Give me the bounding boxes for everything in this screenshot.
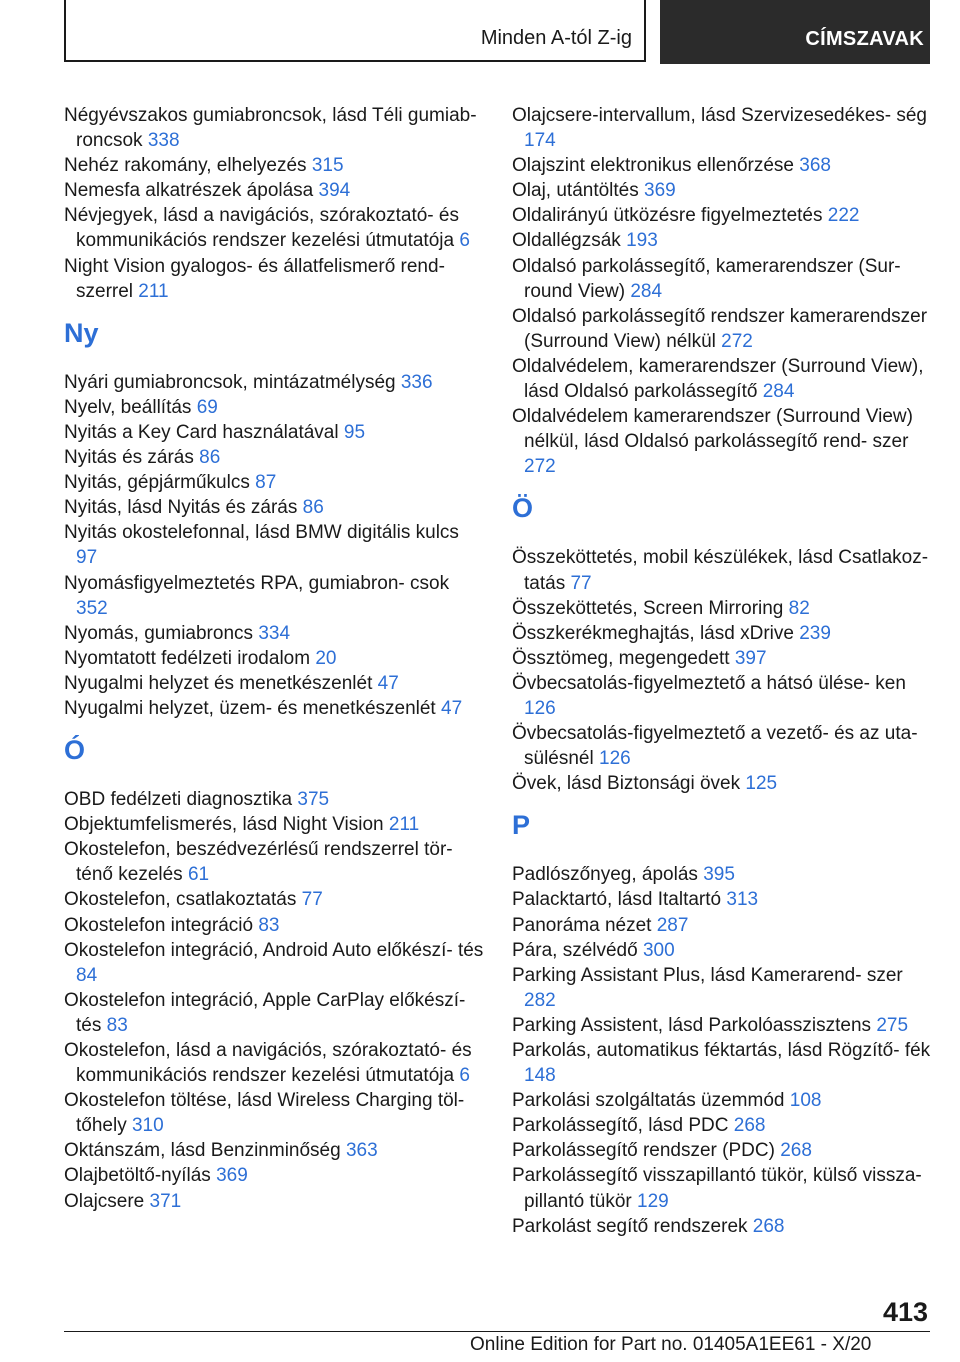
index-entry — [64, 1088, 484, 1138]
page-reference-link[interactable]: 363 — [345, 1140, 378, 1162]
index-entry-text: Okostelefon integráció — [64, 914, 254, 936]
page-reference-link[interactable]: 371 — [149, 1190, 182, 1212]
index-entry — [64, 913, 484, 938]
index-entry-text: Okostelefon, beszédvezérlésű rendszerrel tör- ténő kezelés — [64, 839, 453, 886]
index-entry — [512, 228, 932, 253]
page-reference-link[interactable]: 395 — [703, 864, 735, 886]
index-entry — [64, 395, 484, 420]
index-entry-text: Parkolássegítő, lásd PDC — [512, 1115, 729, 1137]
index-entry — [512, 862, 932, 887]
index-entry — [64, 887, 484, 912]
index-entry — [512, 596, 932, 621]
page-reference-link[interactable]: 275 — [876, 1014, 909, 1036]
index-entry-text: Okostelefon, lásd a navigációs, szórakoztató- és kommunikációs rendszer kezelési útmutatója — [64, 1040, 472, 1087]
index-entry-text: Okostelefon, csatlakoztatás — [64, 889, 297, 911]
page-reference-link[interactable]: 61 — [187, 864, 210, 886]
index-entry — [64, 787, 484, 812]
index-entry-text: Parkolás, automatikus féktartás, lásd Rögzítő- fék — [512, 1040, 931, 1061]
index-letter-heading: Ó — [64, 735, 86, 766]
index-entry-text: Palacktartó, lásd Italtartó — [512, 889, 722, 911]
index-entry — [512, 545, 932, 595]
index-entry — [512, 1138, 932, 1163]
index-entry — [512, 963, 932, 1013]
index-entry — [512, 254, 932, 304]
page-reference-link[interactable]: 287 — [656, 914, 689, 936]
index-entry-text: Objektumfelismerés, lásd Night Vision — [64, 814, 384, 836]
page-reference-link[interactable]: 148 — [524, 1065, 556, 1087]
page-reference-link[interactable]: 268 — [733, 1115, 766, 1137]
index-entry-text: Nyelv, beállítás — [64, 396, 192, 418]
index-entry — [64, 370, 484, 395]
index-entry-text: Olajbetöltő-nyílás — [64, 1165, 211, 1187]
section-tab-label: CÍMSZAVAK — [805, 28, 924, 50]
index-entry — [512, 671, 932, 721]
page-reference-link[interactable]: 47 — [441, 697, 463, 719]
index-entry-text: Nyitás, lásd Nyitás és zárás — [64, 497, 298, 519]
page-reference-link[interactable]: 69 — [196, 396, 218, 418]
index-entry-text: Olajcsere — [64, 1190, 145, 1212]
page-reference-link[interactable]: 97 — [76, 547, 98, 569]
page-reference-link[interactable]: 47 — [377, 672, 399, 694]
page-reference-link[interactable]: 313 — [726, 889, 759, 911]
index-entry-text: Oldalvédelem, kamerarendszer (Surround View), lásd Oldalsó parkolássegítő — [512, 355, 924, 403]
index-entry — [64, 495, 484, 520]
index-entry-text: Névjegyek, lásd a navigációs, szórakoztató- és kommunikációs rendszer kezelési útmutatója — [64, 205, 459, 252]
page-reference-link[interactable]: 334 — [258, 622, 291, 644]
footer-edition: Online Edition for Part no. 01405A1EE61 - X/20 — [470, 1334, 872, 1355]
page-reference-link[interactable]: 369 — [216, 1165, 248, 1187]
index-entry — [64, 988, 484, 1038]
page-reference-link[interactable]: 84 — [76, 964, 98, 986]
index-entry-text: Övek, lásd Biztonsági övek — [512, 773, 741, 795]
index-entry — [64, 1163, 484, 1188]
footer-divider — [64, 1331, 930, 1332]
page-reference-link[interactable]: 338 — [147, 130, 180, 152]
index-entry — [512, 354, 932, 404]
page-reference-link[interactable]: 211 — [388, 814, 420, 836]
index-entry-text: Össztömeg, megengedett — [512, 647, 730, 669]
index-entry-text: Nyitás és zárás — [64, 447, 194, 469]
page-reference-link[interactable]: 211 — [138, 280, 169, 302]
page-reference-link[interactable]: 284 — [630, 280, 663, 302]
index-entry — [512, 178, 932, 203]
index-entry — [512, 1088, 932, 1113]
index-entry-text: Nehéz rakomány, elhelyezés — [64, 155, 307, 177]
index-entry-text: Okostelefon töltése, lásd Wireless Charging töl- tőhely — [64, 1090, 465, 1137]
index-entry-text: Oldallégzsák — [512, 230, 621, 252]
index-entry — [512, 203, 932, 228]
index-entry-text: Oldalirányú ütközésre figyelmeztetés — [512, 205, 823, 227]
page-reference-link[interactable]: 310 — [131, 1115, 164, 1137]
index-entry — [64, 671, 484, 696]
index-entry-text: Pára, szélvédő — [512, 939, 638, 961]
index-entry — [64, 621, 484, 646]
index-entry — [512, 621, 932, 646]
index-entry — [512, 721, 932, 771]
index-letter-heading: Ny — [64, 317, 99, 348]
index-entry-text: Olaj, utántöltés — [512, 180, 639, 202]
page-reference-link[interactable]: 268 — [752, 1215, 785, 1237]
index-entry-text: Nemesfa alkatrészek ápolása — [64, 180, 314, 202]
index-letter-heading: P — [512, 810, 531, 841]
index-entry — [512, 1013, 932, 1038]
index-entry-text: Oktánszám, lásd Benzinminőség — [64, 1140, 341, 1162]
page-reference-link[interactable]: 6 — [459, 230, 470, 252]
index-entry — [512, 404, 932, 479]
page-reference-link[interactable]: 87 — [255, 472, 277, 494]
index-entry-text: Nyitás a Key Card használatával — [64, 421, 339, 443]
index-entry-text: Övbecsatolás-figyelmeztető a vezető- és az uta- sülésnél — [512, 723, 918, 770]
index-entry — [64, 696, 484, 721]
index-entry-text: Oldalsó parkolássegítő rendszer kamerarendszer (Surround View) nélkül — [512, 305, 928, 352]
page-reference-link[interactable]: 300 — [642, 939, 675, 961]
index-entry-text: Padlószőnyeg, ápolás — [512, 864, 698, 886]
page-reference-link[interactable]: 239 — [799, 622, 831, 644]
index-entry-text: Parkolási szolgáltatás üzemmód — [512, 1090, 785, 1112]
page-reference-link[interactable]: 352 — [76, 597, 108, 619]
index-entry — [512, 103, 932, 153]
index-entry-text: Parking Assistant Plus, lásd Kamerarend- szer — [512, 964, 903, 986]
page-reference-link[interactable]: 193 — [626, 230, 658, 252]
page-reference-link[interactable]: 126 — [599, 748, 631, 770]
page-reference-link[interactable]: 397 — [734, 647, 767, 669]
index-entry-text: Nyomásfigyelmeztetés RPA, gumiabron- csok — [64, 572, 450, 594]
index-entry — [64, 254, 484, 304]
index-entry — [512, 887, 932, 912]
index-entry-text: OBD fedélzeti diagnosztika — [64, 789, 293, 811]
index-entry — [64, 1138, 484, 1163]
index-entry — [64, 571, 484, 621]
page-number: 413 — [882, 1297, 928, 1327]
index-entry-text: Oldalvédelem kamerarendszer (Surround View) nélkül, lásd Oldalsó parkolássegítő rend- szer — [512, 406, 913, 453]
page-reference-link[interactable]: 222 — [827, 205, 860, 227]
index-entry — [512, 153, 932, 178]
page-reference-link[interactable]: 83 — [258, 914, 280, 936]
page-reference-link[interactable]: 336 — [400, 371, 433, 393]
index-entry-text: Panoráma nézet — [512, 914, 652, 936]
index-letter-heading: Ö — [512, 493, 534, 524]
page-reference-link[interactable]: 394 — [318, 180, 351, 202]
index-entry — [64, 1189, 484, 1214]
index-entry — [512, 938, 932, 963]
page-reference-link[interactable]: 77 — [301, 889, 323, 911]
page-reference-link[interactable]: 272 — [524, 456, 556, 478]
index-entry-text: Nyugalmi helyzet és menetkészenlét — [64, 672, 373, 694]
index-entry-text: Összeköttetés, mobil készülékek, lásd Csatlakoz- tatás — [512, 547, 929, 594]
index-entry — [512, 1163, 932, 1213]
index-entry — [64, 812, 484, 837]
page-reference-link[interactable]: 129 — [637, 1190, 669, 1212]
page-reference-link[interactable]: 272 — [721, 330, 753, 352]
page-reference-link[interactable]: 86 — [199, 447, 221, 469]
index-entry — [64, 178, 484, 203]
index-entry-text: Olajszint elektronikus ellenőrzése — [512, 155, 794, 177]
page-reference-link[interactable]: 77 — [570, 572, 592, 594]
index-entry-text: Okostelefon integráció, Android Auto előkészí- tés — [64, 939, 484, 961]
page-reference-link[interactable]: 126 — [524, 697, 556, 719]
page-reference-link[interactable]: 6 — [459, 1065, 470, 1087]
index-entry — [512, 771, 932, 796]
index-entry — [64, 1038, 484, 1088]
page-reference-link[interactable]: 83 — [106, 1014, 128, 1036]
index-entry-text: Nyomtatott fedélzeti irodalom — [64, 647, 311, 669]
index-entry — [512, 1214, 932, 1239]
index-entry-text: Night Vision gyalogos- és állatfelismerő rend- szerrel — [64, 255, 445, 302]
index-entry — [64, 470, 484, 495]
section-label: Minden A-tól Z-ig — [480, 27, 632, 49]
index-entry-text: Parking Assistent, lásd Parkolóasszisztens — [512, 1014, 872, 1036]
page-reference-link[interactable]: 315 — [311, 155, 344, 177]
page-reference-link[interactable]: 20 — [315, 647, 337, 669]
index-entry-text: Parkolássegítő rendszer (PDC) — [512, 1140, 775, 1162]
page-reference-link[interactable]: 375 — [297, 789, 330, 811]
index-entry — [512, 646, 932, 671]
index-entry-text: Parkolást segítő rendszerek — [512, 1215, 748, 1237]
index-entry — [64, 103, 484, 153]
index-entry-text: Nyitás okostelefonnal, lásd BMW digitális kulcs — [64, 522, 459, 544]
page-header — [64, 0, 930, 64]
index-entry-text: Parkolássegítő visszapillantó tükör, külső vissza- pillantó tükör — [512, 1165, 922, 1212]
index-entry-text: Övbecsatolás-figyelmeztető a hátsó ülése- ken — [512, 672, 906, 694]
index-entry — [64, 445, 484, 470]
index-entry — [64, 837, 484, 887]
index-entry — [512, 1113, 932, 1138]
page-reference-link[interactable]: 125 — [745, 773, 778, 795]
page-reference-link[interactable]: 368 — [799, 155, 831, 177]
index-entry-text: Okostelefon integráció, Apple CarPlay előkészí- tés — [64, 989, 466, 1036]
index-entry-text: Nyugalmi helyzet, üzem- és menetkészenlét — [64, 697, 436, 719]
page-reference-link[interactable]: 174 — [524, 130, 556, 152]
page-reference-link[interactable]: 82 — [788, 597, 810, 619]
index-entry-text: Olajcsere-intervallum, lásd Szervizesedékes- ség — [512, 105, 927, 126]
page-reference-link[interactable]: 86 — [302, 497, 324, 519]
page-reference-link[interactable]: 284 — [762, 381, 795, 403]
index-entry-text: Nyitás, gépjárműkulcs — [64, 472, 250, 494]
index-entry — [512, 913, 932, 938]
index-entry — [64, 153, 484, 178]
index-column-right — [512, 103, 932, 1239]
index-entry — [512, 304, 932, 354]
index-entry-text: Nyomás, gumiabroncs — [64, 622, 254, 644]
index-entry — [64, 520, 484, 570]
index-entry-text: Összkerékmeghajtás, lásd xDrive — [512, 622, 794, 644]
index-entry — [64, 420, 484, 445]
section-tab[interactable] — [660, 0, 930, 64]
index-column-left — [64, 103, 484, 1214]
section-label-box — [64, 0, 646, 62]
index-entry-text: Négyévszakos gumiabroncsok, lásd Téli gumiab- roncsok — [64, 105, 477, 152]
page-reference-link[interactable]: 268 — [780, 1140, 812, 1162]
index-entry-text: Összeköttetés, Screen Mirroring — [512, 597, 784, 619]
page-reference-link[interactable]: 95 — [343, 421, 366, 443]
page-reference-link[interactable]: 369 — [644, 180, 676, 202]
index-entry — [64, 938, 484, 988]
index-entry — [512, 1038, 932, 1088]
index-entry-text: Oldalsó parkolássegítő, kamerarendszer (Sur- round View) — [512, 255, 901, 302]
index-entry-text: Nyári gumiabroncsok, mintázatmélység — [64, 371, 396, 393]
index-entry — [64, 203, 484, 253]
page-reference-link[interactable]: 108 — [789, 1090, 822, 1112]
page-reference-link[interactable]: 282 — [524, 989, 556, 1011]
index-entry — [64, 646, 484, 671]
